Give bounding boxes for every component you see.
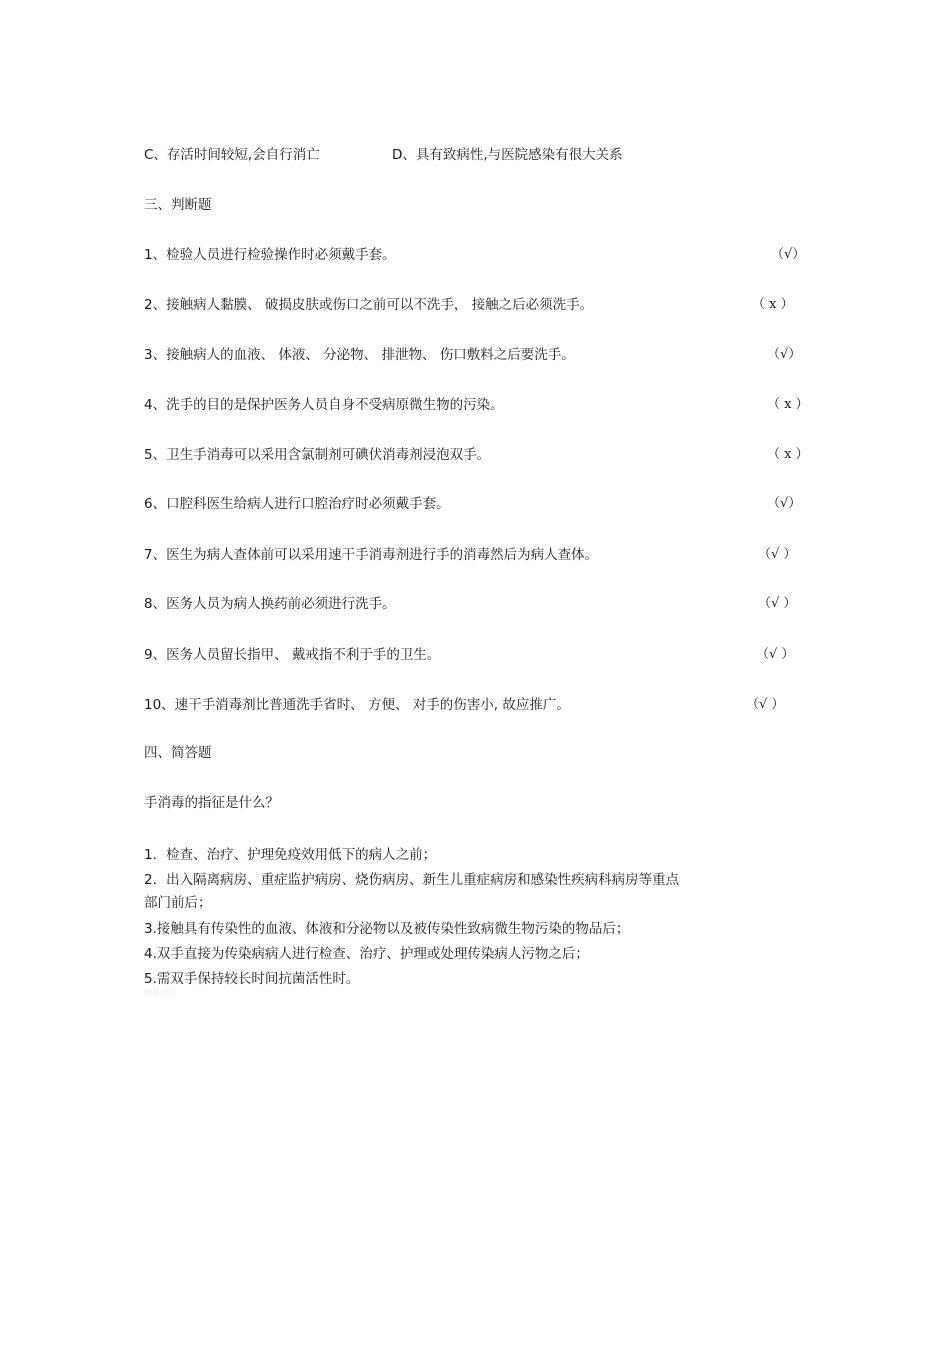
judgement-item-1: 1、检验人员进行检验操作时必须戴手套。: [144, 247, 396, 263]
judgement-mark-1: （√）: [771, 247, 806, 262]
judgement-mark-10: （√ ）: [746, 697, 785, 712]
judgement-mark-9: （√ ）: [756, 647, 795, 662]
judgement-item-7: 7、医生为病人查体前可以采用速干手消毒剂进行手的消毒然后为病人查体。: [144, 547, 599, 563]
judgement-item-8: 8、医务人员为病人换药前必须进行洗手。: [144, 596, 396, 612]
judgement-item-6: 6、口腔科医生给病人进行口腔治疗时必须戴手套。: [144, 496, 450, 512]
answer-line-5: 5.需双手保持较长时间抗菌活性时。: [144, 971, 360, 987]
judgement-item-2: 2、接触病人黏膜、 破损皮肤或伤口之前可以不洗手， 接触之后必须洗手。: [144, 297, 594, 313]
short-answer-question: 手消毒的指征是什么？: [144, 795, 279, 811]
judgement-mark-6: （√）: [767, 496, 802, 511]
judgement-mark-2: （ x ）: [752, 297, 794, 312]
section-3-title: 三、判断题: [144, 197, 212, 213]
answer-line-1: 1．检查、治疗、护理免疫效用低下的病人之前；: [144, 847, 437, 863]
judgement-mark-7: （√ ）: [758, 547, 797, 562]
judgement-item-9: 9、医务人员留长指甲、 戴戒指不利于手的卫生。: [144, 647, 441, 663]
answer-line-4: 4.双手直接为传染病病人进行检查、治疗、护理或处理传染病人污物之后；: [144, 946, 589, 962]
answer-line-3: 3.接触具有传染性的血液、体液和分泌物以及被传染性致病微生物污染的物品后；: [144, 921, 630, 937]
judgement-item-5: 5、卫生手消毒可以采用含氯制剂可碘伏消毒剂浸泡双手。: [144, 447, 491, 463]
watermark-text: 精品文档: [144, 988, 176, 997]
judgement-mark-3: （√）: [767, 347, 802, 362]
answer-line-2-cont: 部门前后；: [144, 895, 212, 911]
judgement-mark-8: （√ ）: [758, 596, 797, 611]
judgement-item-10: 10、速干手消毒剂比普通洗手省时、 方便、 对手的伤害小, 故应推广。: [144, 697, 570, 713]
judgement-mark-5: （ x ）: [767, 447, 809, 462]
answer-line-2: 2．出入隔离病房、重症监护病房、烧伤病房、新生儿重症病房和感染性疾病科病房等重点: [144, 872, 680, 888]
option-c: C、存活时间较短,会自行消亡: [144, 147, 320, 163]
section-4-title: 四、简答题: [144, 745, 212, 761]
judgement-mark-4: （ x ）: [767, 397, 809, 412]
judgement-item-4: 4、洗手的目的是保护医务人员自身不受病原微生物的污染。: [144, 397, 504, 413]
judgement-item-3: 3、接触病人的血液、 体液、 分泌物、 排泄物、 伤口敷料之后要洗手。: [144, 347, 575, 363]
option-d: D、具有致病性,与医院感染有很大关系: [392, 147, 623, 163]
